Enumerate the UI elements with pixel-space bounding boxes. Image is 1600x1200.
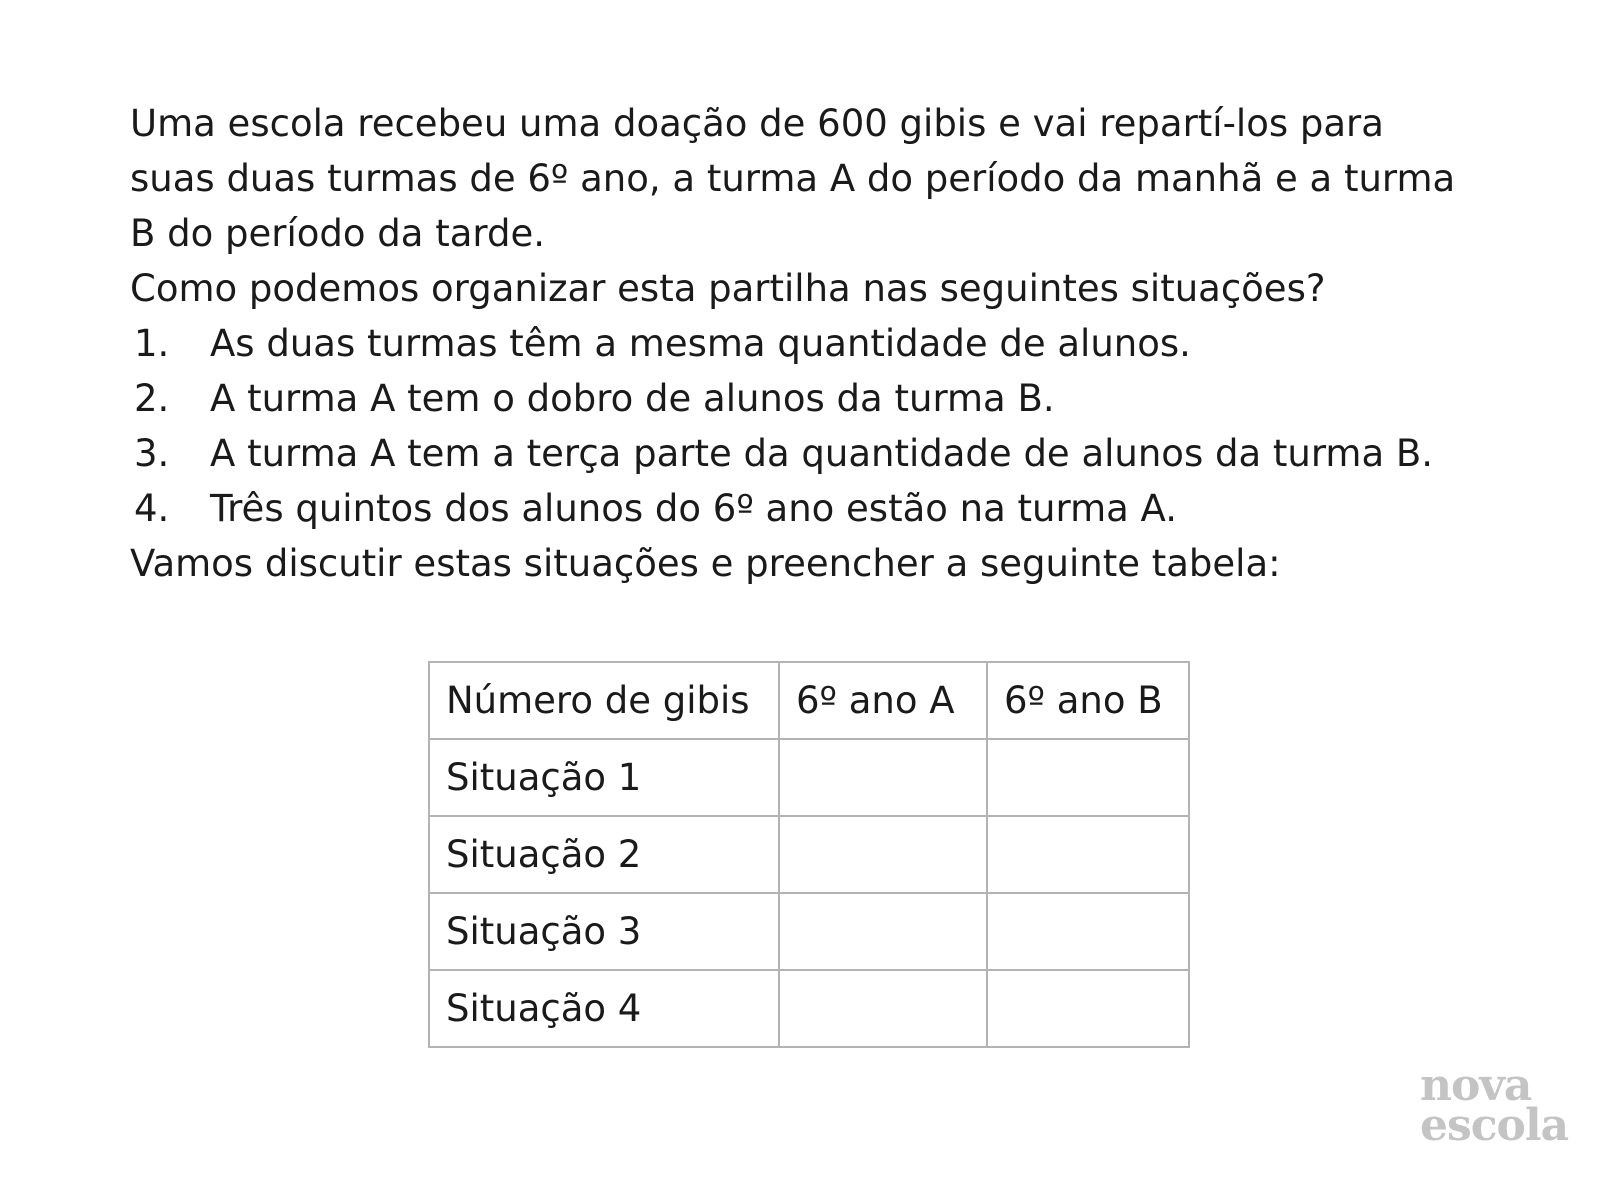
list-item-text: As duas turmas têm a mesma quantidade de alunos. xyxy=(210,322,1191,365)
row-label: Situação 2 xyxy=(429,816,779,893)
list-item xyxy=(130,481,1510,536)
header-cell-class-b: 6º ano B xyxy=(987,662,1189,739)
answer-cell-class-b[interactable] xyxy=(987,739,1189,816)
table-row xyxy=(429,970,1189,1047)
table-row xyxy=(429,816,1189,893)
header-cell-class-a: 6º ano A xyxy=(779,662,987,739)
row-label: Situação 4 xyxy=(429,970,779,1047)
closing-instruction: Vamos discutir estas situações e preencher a seguinte tabela: xyxy=(130,542,1281,585)
logo-line-nova: nova xyxy=(1420,1060,1532,1111)
answer-cell-class-a[interactable] xyxy=(779,970,987,1047)
row-label: Situação 1 xyxy=(429,739,779,816)
list-item-number: 1. xyxy=(134,322,170,365)
answer-cell-class-b[interactable] xyxy=(987,893,1189,970)
answer-cell-class-b[interactable] xyxy=(987,816,1189,893)
list-item xyxy=(130,371,1510,426)
answer-cell-class-b[interactable] xyxy=(987,970,1189,1047)
list-item-number: 3. xyxy=(134,432,170,475)
table-header-row xyxy=(429,662,1189,739)
answer-cell-class-a[interactable] xyxy=(779,739,987,816)
table-row xyxy=(429,739,1189,816)
list-item-text: A turma A tem a terça parte da quantidade de alunos da turma B. xyxy=(210,432,1434,475)
list-item-text: A turma A tem o dobro de alunos da turma B. xyxy=(210,377,1055,420)
intro-paragraph: Uma escola recebeu uma doação de 600 gibis e vai repartí-los para suas duas turmas de 6º ano, a turma A do período da manhã e a turma B do período da tarde. xyxy=(130,102,1456,255)
table-row xyxy=(429,893,1189,970)
list-item-text: Três quintos dos alunos do 6º ano estão na turma A. xyxy=(210,487,1177,530)
row-label: Situação 3 xyxy=(429,893,779,970)
answer-cell-class-a[interactable] xyxy=(779,893,987,970)
answer-cell-class-a[interactable] xyxy=(779,816,987,893)
logo-line-escola: escola xyxy=(1420,1100,1569,1151)
list-item xyxy=(130,426,1510,481)
nova-escola-logo xyxy=(1420,1060,1580,1151)
list-item-number: 2. xyxy=(134,377,170,420)
gibis-table xyxy=(428,661,1190,1048)
worksheet-content xyxy=(130,96,1510,591)
list-item-number: 4. xyxy=(134,487,170,530)
situations-list xyxy=(130,316,1510,536)
list-item xyxy=(130,316,1510,371)
header-cell-number-of-comics: Número de gibis xyxy=(429,662,779,739)
intro-question: Como podemos organizar esta partilha nas seguintes situações? xyxy=(130,267,1326,310)
